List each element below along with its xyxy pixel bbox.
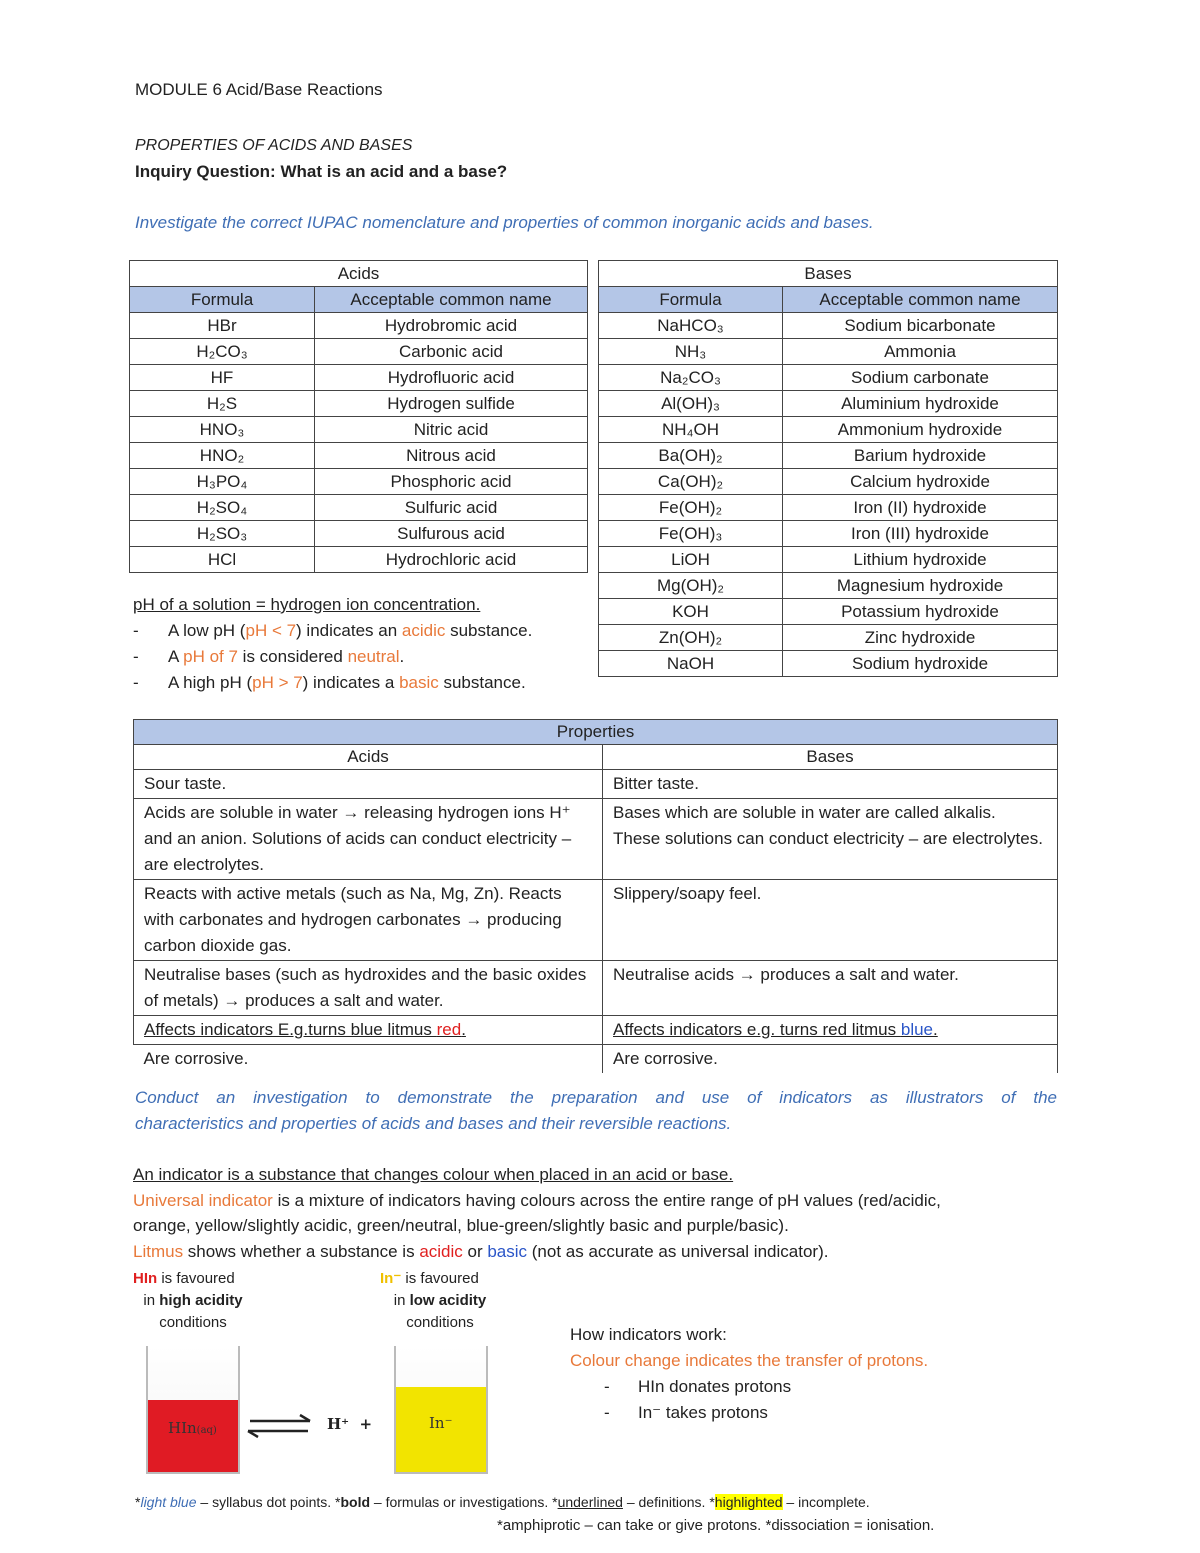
formula-cell: Fe(OH)₂ <box>599 495 783 521</box>
acid-row <box>130 365 588 391</box>
common-name-cell: Sulfurous acid <box>315 521 588 547</box>
equilibrium-arrows-icon <box>244 1412 314 1440</box>
acid-row <box>130 391 588 417</box>
property-acid: Neutralise bases (such as hydroxides and the basic oxides of metals) → produces a salt and water. <box>134 961 603 1016</box>
property-acid-litmus: Affects indicators E.g.turns blue litmus red. <box>134 1016 603 1045</box>
formula-cell: H₂SO₄ <box>130 495 315 521</box>
ph-bullet-neutral: - A pH of 7 is considered neutral. <box>133 647 405 666</box>
base-row <box>599 625 1058 651</box>
common-name-cell: Magnesium hydroxide <box>783 573 1058 599</box>
formula-cell: Al(OH)₃ <box>599 391 783 417</box>
formula-cell: KOH <box>599 599 783 625</box>
common-name-cell: Hydrobromic acid <box>315 313 588 339</box>
property-base: Bitter taste. <box>603 770 1058 799</box>
base-row <box>599 339 1058 365</box>
indicator-definition: An indicator is a substance that changes colour when placed in an acid or base. <box>133 1165 734 1184</box>
formula-cell: NH₃ <box>599 339 783 365</box>
common-name-cell: Sodium bicarbonate <box>783 313 1058 339</box>
hin-beaker <box>146 1346 240 1474</box>
properties-acids-head: Acids <box>134 745 603 770</box>
formula-cell: Ba(OH)₂ <box>599 443 783 469</box>
formula-cell: HBr <box>130 313 315 339</box>
common-name-cell: Aluminium hydroxide <box>783 391 1058 417</box>
common-name-cell: Nitrous acid <box>315 443 588 469</box>
bases-col-formula: Formula <box>599 287 783 313</box>
syllabus-dotpoint-1: Investigate the correct IUPAC nomenclature and properties of common inorganic acids and bases. <box>135 213 874 232</box>
common-name-cell: Sodium hydroxide <box>783 651 1058 677</box>
module-title: MODULE 6 Acid/Base Reactions <box>135 80 383 99</box>
base-row <box>599 599 1058 625</box>
universal-indicator-line2: orange, yellow/slightly acidic, green/neutral, blue-green/slightly basic and purple/basic). <box>133 1216 789 1235</box>
common-name-cell: Iron (II) hydroxide <box>783 495 1058 521</box>
how-bullet-1: - HIn donates protons <box>604 1377 792 1396</box>
base-row <box>599 651 1058 677</box>
table-row <box>134 1045 1058 1074</box>
acid-row <box>130 521 588 547</box>
acid-row <box>130 339 588 365</box>
formula-cell: HF <box>130 365 315 391</box>
base-row <box>599 547 1058 573</box>
acid-row <box>130 547 588 573</box>
common-name-cell: Hydrogen sulfide <box>315 391 588 417</box>
acid-row <box>130 443 588 469</box>
formula-cell: Ca(OH)₂ <box>599 469 783 495</box>
base-row <box>599 469 1058 495</box>
hin-label: HIn(aq) <box>168 1419 217 1437</box>
formula-cell: HNO₂ <box>130 443 315 469</box>
table-row <box>134 880 1058 961</box>
table-row <box>134 799 1058 880</box>
acid-row <box>130 313 588 339</box>
acids-col-formula: Formula <box>130 287 315 313</box>
properties-table <box>133 719 1058 1073</box>
common-name-cell: Calcium hydroxide <box>783 469 1058 495</box>
common-name-cell: Iron (III) hydroxide <box>783 521 1058 547</box>
common-name-cell: Hydrochloric acid <box>315 547 588 573</box>
base-row <box>599 573 1058 599</box>
acid-row <box>130 495 588 521</box>
how-line: Colour change indicates the transfer of protons. <box>570 1351 929 1370</box>
formula-cell: Na₂CO₃ <box>599 365 783 391</box>
property-acid: Acids are soluble in water → releasing hydrogen ions H⁺ and an anion. Solutions of acids can conduct electricity – are electrolytes. <box>134 799 603 880</box>
common-name-cell: Phosphoric acid <box>315 469 588 495</box>
base-row <box>599 313 1058 339</box>
syllabus-dotpoint-2-line2: characteristics and properties of acids and bases and their reversible reactions. <box>135 1114 732 1133</box>
property-acid: Are corrosive. <box>134 1045 603 1074</box>
property-acid: Reacts with active metals (such as Na, Mg, Zn). Reacts with carbonates and hydrogen carbonates → producing carbon dioxide gas. <box>134 880 603 961</box>
common-name-cell: Nitric acid <box>315 417 588 443</box>
formula-cell: Mg(OH)₂ <box>599 573 783 599</box>
base-row <box>599 495 1058 521</box>
table-row <box>134 770 1058 799</box>
base-row <box>599 443 1058 469</box>
ph-definition: pH of a solution = hydrogen ion concentration. <box>133 595 481 614</box>
ph-bullet-high: - A high pH (pH > 7) indicates a basic substance. <box>133 673 526 692</box>
common-name-cell: Hydrofluoric acid <box>315 365 588 391</box>
common-name-cell: Carbonic acid <box>315 339 588 365</box>
how-bullet-2: - In⁻ takes protons <box>604 1403 768 1422</box>
formula-cell: NaHCO₃ <box>599 313 783 339</box>
formula-cell: HCl <box>130 547 315 573</box>
property-base: Are corrosive. <box>603 1045 1058 1074</box>
in-favoured-caption: In⁻ is favoured in low acidity conditions <box>380 1270 487 1331</box>
formula-cell: H₃PO₄ <box>130 469 315 495</box>
how-title: How indicators work: <box>570 1325 727 1344</box>
properties-title: Properties <box>134 720 1058 745</box>
legend-line-2: *amphiprotic – can take or give protons. *dissociation = ionisation. <box>497 1517 935 1534</box>
acids-col-name: Acceptable common name <box>315 287 588 313</box>
common-name-cell: Zinc hydroxide <box>783 625 1058 651</box>
section-title: PROPERTIES OF ACIDS AND BASES <box>135 137 413 154</box>
litmus-line: Litmus shows whether a substance is acidic or basic (not as accurate as universal indicator). <box>133 1242 829 1261</box>
ph-bullet-low: - A low pH (pH < 7) indicates an acidic substance. <box>133 621 533 640</box>
base-row <box>599 417 1058 443</box>
common-name-cell: Ammonium hydroxide <box>783 417 1058 443</box>
table-row <box>134 961 1058 1016</box>
formula-cell: H₂S <box>130 391 315 417</box>
syllabus-dotpoint-2-line1: Conduct an investigation to demonstrate the preparation and use of indicators as illustrators of the <box>135 1088 1057 1107</box>
bases-table <box>598 260 1058 677</box>
acid-row <box>130 417 588 443</box>
in-beaker <box>394 1346 488 1474</box>
acids-table <box>129 260 588 573</box>
formula-cell: H₂CO₃ <box>130 339 315 365</box>
property-base-litmus: Affects indicators e.g. turns red litmus blue. <box>603 1016 1058 1045</box>
universal-indicator-line1: Universal indicator is a mixture of indicators having colours across the entire range of pH values (red/acidic, <box>133 1191 941 1210</box>
common-name-cell: Ammonia <box>783 339 1058 365</box>
property-base: Neutralise acids → produces a salt and water. <box>603 961 1058 1016</box>
base-row <box>599 365 1058 391</box>
formula-cell: NaOH <box>599 651 783 677</box>
formula-cell: Fe(OH)₃ <box>599 521 783 547</box>
bases-col-name: Acceptable common name <box>783 287 1058 313</box>
formula-cell: H₂SO₃ <box>130 521 315 547</box>
property-base: Bases which are soluble in water are called alkalis. These solutions can conduct electricity – are electrolytes. <box>603 799 1058 880</box>
common-name-cell: Barium hydroxide <box>783 443 1058 469</box>
formula-cell: NH₄OH <box>599 417 783 443</box>
formula-cell: HNO₃ <box>130 417 315 443</box>
table-row <box>134 1016 1058 1045</box>
common-name-cell: Lithium hydroxide <box>783 547 1058 573</box>
property-acid: Sour taste. <box>134 770 603 799</box>
properties-bases-head: Bases <box>603 745 1058 770</box>
acid-row <box>130 469 588 495</box>
formula-cell: LiOH <box>599 547 783 573</box>
base-row <box>599 391 1058 417</box>
common-name-cell: Sodium carbonate <box>783 365 1058 391</box>
inquiry-question: Inquiry Question: What is an acid and a base? <box>135 162 508 181</box>
common-name-cell: Sulfuric acid <box>315 495 588 521</box>
hin-favoured-caption: HIn is favoured in high acidity conditions <box>133 1270 243 1331</box>
common-name-cell: Potassium hydroxide <box>783 599 1058 625</box>
legend-line-1: *light blue – syllabus dot points. *bold – formulas or investigations. *underlined – definitions. *highlighted – incomplete. <box>135 1494 870 1510</box>
in-label: In⁻ <box>429 1414 453 1432</box>
bases-table-title: Bases <box>599 261 1058 287</box>
property-base: Slippery/soapy feel. <box>603 880 1058 961</box>
formula-cell: Zn(OH)₂ <box>599 625 783 651</box>
acids-table-title: Acids <box>130 261 588 287</box>
h-plus-label: H⁺ + <box>327 1415 373 1433</box>
base-row <box>599 521 1058 547</box>
